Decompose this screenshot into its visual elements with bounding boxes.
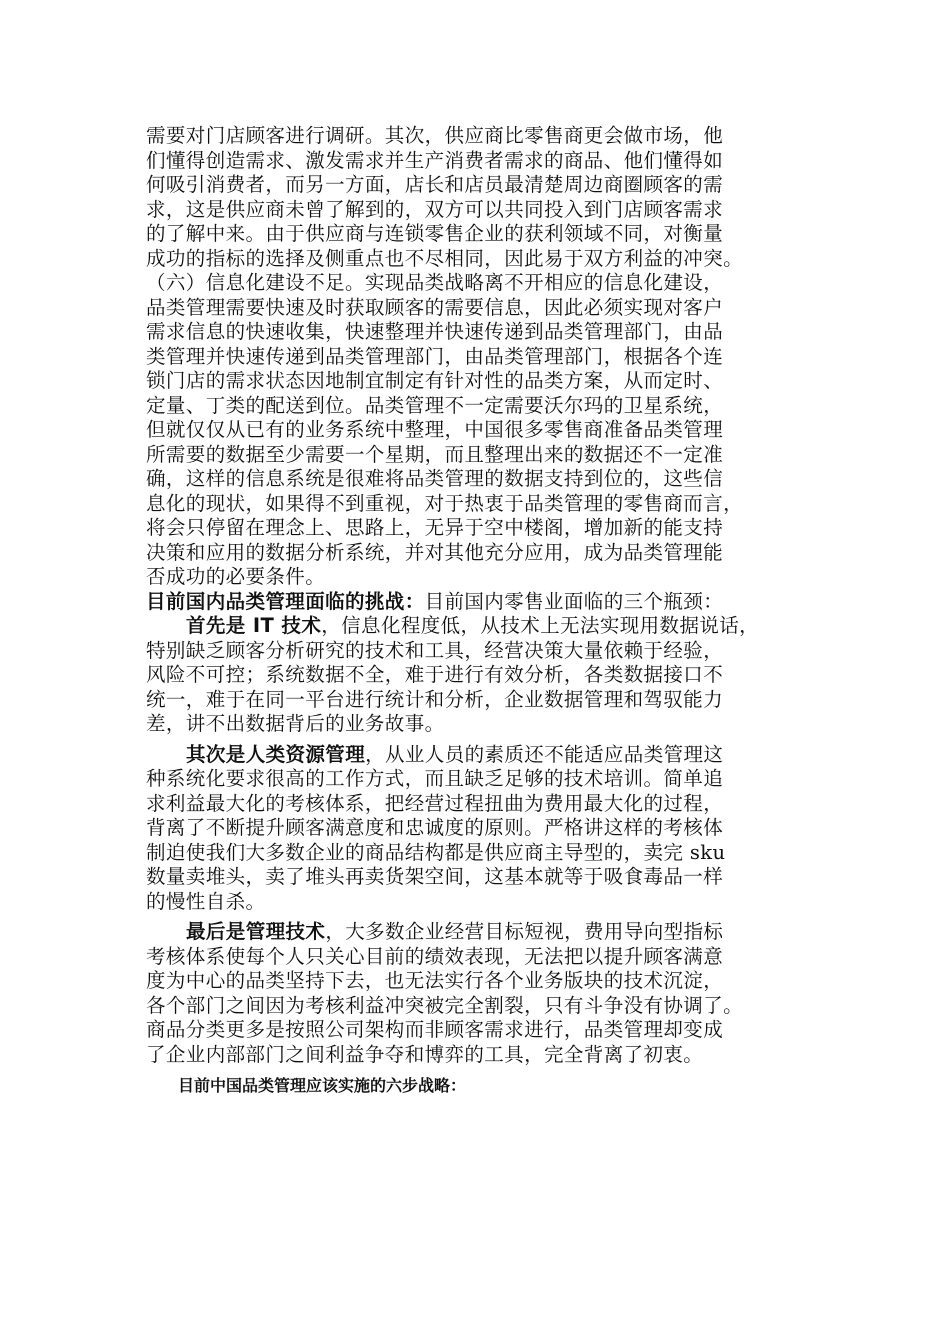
- text-line: 了企业内部部门之间利益争夺和博弈的工具，完全背离了初衷。: [146, 1042, 704, 1066]
- document-body: [146, 124, 816, 1067]
- text-line: 所需要的数据至少需要一个星期，而且整理出来的数据还不一定准: [146, 442, 724, 466]
- text-line: 统一，难于在同一平台进行统计和分析，企业数据管理和驾驭能力: [146, 687, 724, 711]
- challenges-intro: 目前国内零售业面临的三个瓶颈：: [424, 589, 724, 613]
- text-run: ，大多数企业经营目标短视，费用导向型指标: [325, 920, 724, 943]
- text-line: 种系统化要求很高的工作方式，而且缺乏足够的技术培训。简单追: [146, 767, 724, 790]
- text-line: 求利益最大化的考核体系，把经营过程扭曲为费用最大化的过程，: [146, 791, 724, 815]
- paragraph-first-line: [146, 743, 816, 768]
- text-line: 确，这样的信息系统是很难将品类管理的数据支持到位的，这些信: [146, 467, 724, 490]
- text-line: 们懂得创造需求、激发需求并生产消费者需求的商品、他们懂得如: [146, 148, 724, 172]
- paragraph-human-resources: [146, 743, 816, 915]
- text-line: 品类管理需要快速及时获取顾客的需要信息，因此必须实现对客户: [146, 295, 724, 319]
- paragraph-first-line: [146, 614, 816, 639]
- text-line: 定量、丁类的配送到位。品类管理不一定需要沃尔玛的卫星系统，: [146, 393, 724, 417]
- text-line: 制迫使我们大多数企业的商品结构都是供应商主导型的，卖完 sku: [146, 840, 726, 864]
- text-line: 求，这是供应商未曾了解到的，双方可以共同投入到门店顾客需求: [146, 197, 724, 221]
- text-run: ，从业人员的素质还不能适应品类管理这: [365, 742, 724, 766]
- text-line: 考核体系使每个人只关心目前的绩效表现，无法把以提升顾客满意: [146, 944, 724, 968]
- challenges-line: [146, 590, 816, 615]
- text-line: 但就仅仅从已有的业务系统中整理，中国很多零售商准备品类管理: [146, 418, 724, 441]
- text-line: 风险不可控；系统数据不全，难于进行有效分析，各类数据接口不: [146, 663, 724, 686]
- text-line: 需求信息的快速收集，快速整理并快速传递到品类管理部门，由品: [146, 320, 724, 343]
- text-line: 度为中心的品类坚持下去，也无法实行各个业务版块的技术沉淀，: [146, 969, 724, 992]
- text-line: 需要对门店顾客进行调研。其次，供应商比零售商更会做市场，他: [146, 124, 724, 147]
- text-line: 何吸引消费者，而另一方面，店长和店员最清楚周边商圈顾客的需: [146, 173, 724, 196]
- text-line: 锁门店的需求状态因地制宜制定有针对性的品类方案，从而定时、: [146, 369, 724, 392]
- six-steps-heading: 目前中国品类管理应该实施的六步战略：: [178, 1076, 467, 1095]
- text-line: 否成功的必要条件。: [146, 565, 326, 588]
- text-run: ，信息化程度低，从技术上无法实现用数据说话，: [321, 614, 760, 637]
- paragraph-it-technology: [146, 614, 816, 737]
- text-line: 特别缺乏顾客分析研究的技术和工具，经营决策大量依赖于经验，: [146, 638, 724, 662]
- text-line: 将会只停留在理念上、思路上，无异于空中楼阁，增加新的能支持: [146, 516, 724, 539]
- text-line: 的了解中来。由于供应商与连锁零售企业的获利领域不同，对衡量: [146, 222, 724, 245]
- text-line: 类管理并快速传递到品类管理部门，由品类管理部门，根据各个连: [146, 344, 724, 368]
- text-line: 成功的指标的选择及侧重点也不尽相同，因此易于双方利益的冲突。: [146, 246, 744, 270]
- paragraph-management-technology: [146, 920, 816, 1067]
- text-line: 背离了不断提升顾客满意度和忠诚度的原则。严格讲这样的考核体: [146, 816, 724, 839]
- management-technology-lead: 最后是管理技术: [186, 920, 326, 943]
- text-line: 决策和应用的数据分析系统，并对其他充分应用，成为品类管理能: [146, 540, 724, 564]
- text-line: 的慢性自杀。: [146, 889, 266, 913]
- text-line: 各个部门之间因为考核利益冲突被完全割裂，只有斗争没有协调了。: [146, 993, 744, 1017]
- human-resources-lead: 其次是人类资源管理: [186, 742, 366, 766]
- text-line: 商品分类更多是按照公司架构而非顾客需求进行，品类管理却变成: [146, 1018, 724, 1041]
- text-line: 息化的现状，如果得不到重视，对于热衷于品类管理的零售商而言，: [146, 491, 744, 515]
- text-line: 差，讲不出数据背后的业务故事。: [146, 712, 445, 735]
- text-line: 数量卖堆头，卖了堆头再卖货架空间，这基本就等于吸食毒品一样: [146, 865, 724, 888]
- paragraph-information-construction: [146, 271, 816, 590]
- challenges-heading: 目前国内品类管理面临的挑战：: [146, 589, 425, 613]
- text-line: （六）信息化建设不足。实现品类战略离不开相应的信息化建设，: [146, 271, 724, 294]
- paragraph-first-line: [146, 920, 816, 945]
- it-technology-lead: 首先是 IT 技术: [186, 614, 322, 637]
- paragraph-supplier-retailer: [146, 124, 816, 271]
